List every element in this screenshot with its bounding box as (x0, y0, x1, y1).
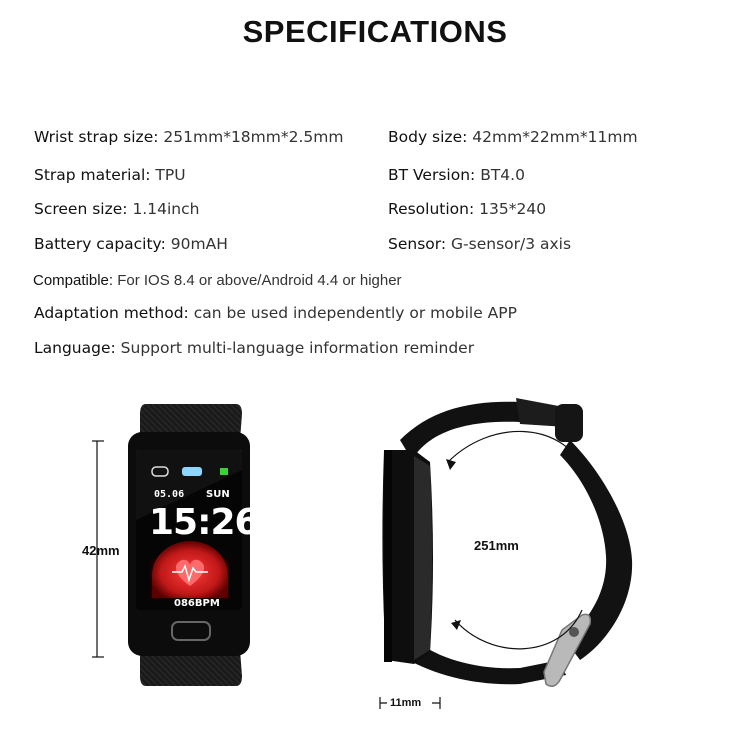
spec-label: Strap material: (34, 166, 151, 184)
watch-time: 15:26 (149, 502, 259, 543)
thickness-dimension-label: 11mm (390, 697, 422, 709)
spec-value: G-sensor/3 axis (451, 235, 572, 253)
spec-value: For IOS 8.4 or above/Android 4.4 or higher (117, 272, 402, 289)
spec-label: Adaptation method: (34, 304, 189, 322)
watch-date: 05.06 (154, 489, 185, 500)
spec-value: Support multi-language information reminder (120, 339, 475, 357)
spec-label: Resolution: (388, 200, 475, 218)
spec-value: BT4.0 (480, 166, 525, 184)
spec-label: Sensor: (388, 235, 447, 253)
strap-length-dimension-label: 251mm (474, 538, 519, 553)
spec-value: TPU (155, 166, 186, 184)
watch-heart-rate: 086BPM (174, 598, 220, 609)
spec-label: Wrist strap size: (34, 128, 159, 146)
spec-value: 42mm*22mm*11mm (472, 128, 638, 146)
spec-label: Body size: (388, 128, 468, 146)
spec-value: can be used independently or mobile APP (193, 304, 517, 322)
spec-value: 1.14inch (132, 200, 200, 218)
spec-label: BT Version: (388, 166, 476, 184)
height-dimension-label: 42mm (82, 543, 120, 558)
spec-value: 90mAH (170, 235, 228, 253)
page-title: SPECIFICATIONS (242, 14, 508, 49)
spec-label: Language: (34, 339, 116, 357)
spec-label: Compatible: (33, 272, 114, 289)
spec-label: Screen size: (34, 200, 128, 218)
watch-day: SUN (206, 489, 230, 500)
spec-value: 135*240 (479, 200, 547, 218)
spec-value: 251mm*18mm*2.5mm (163, 128, 344, 146)
spec-label: Battery capacity: (34, 235, 166, 253)
strap-keeper (555, 404, 583, 442)
